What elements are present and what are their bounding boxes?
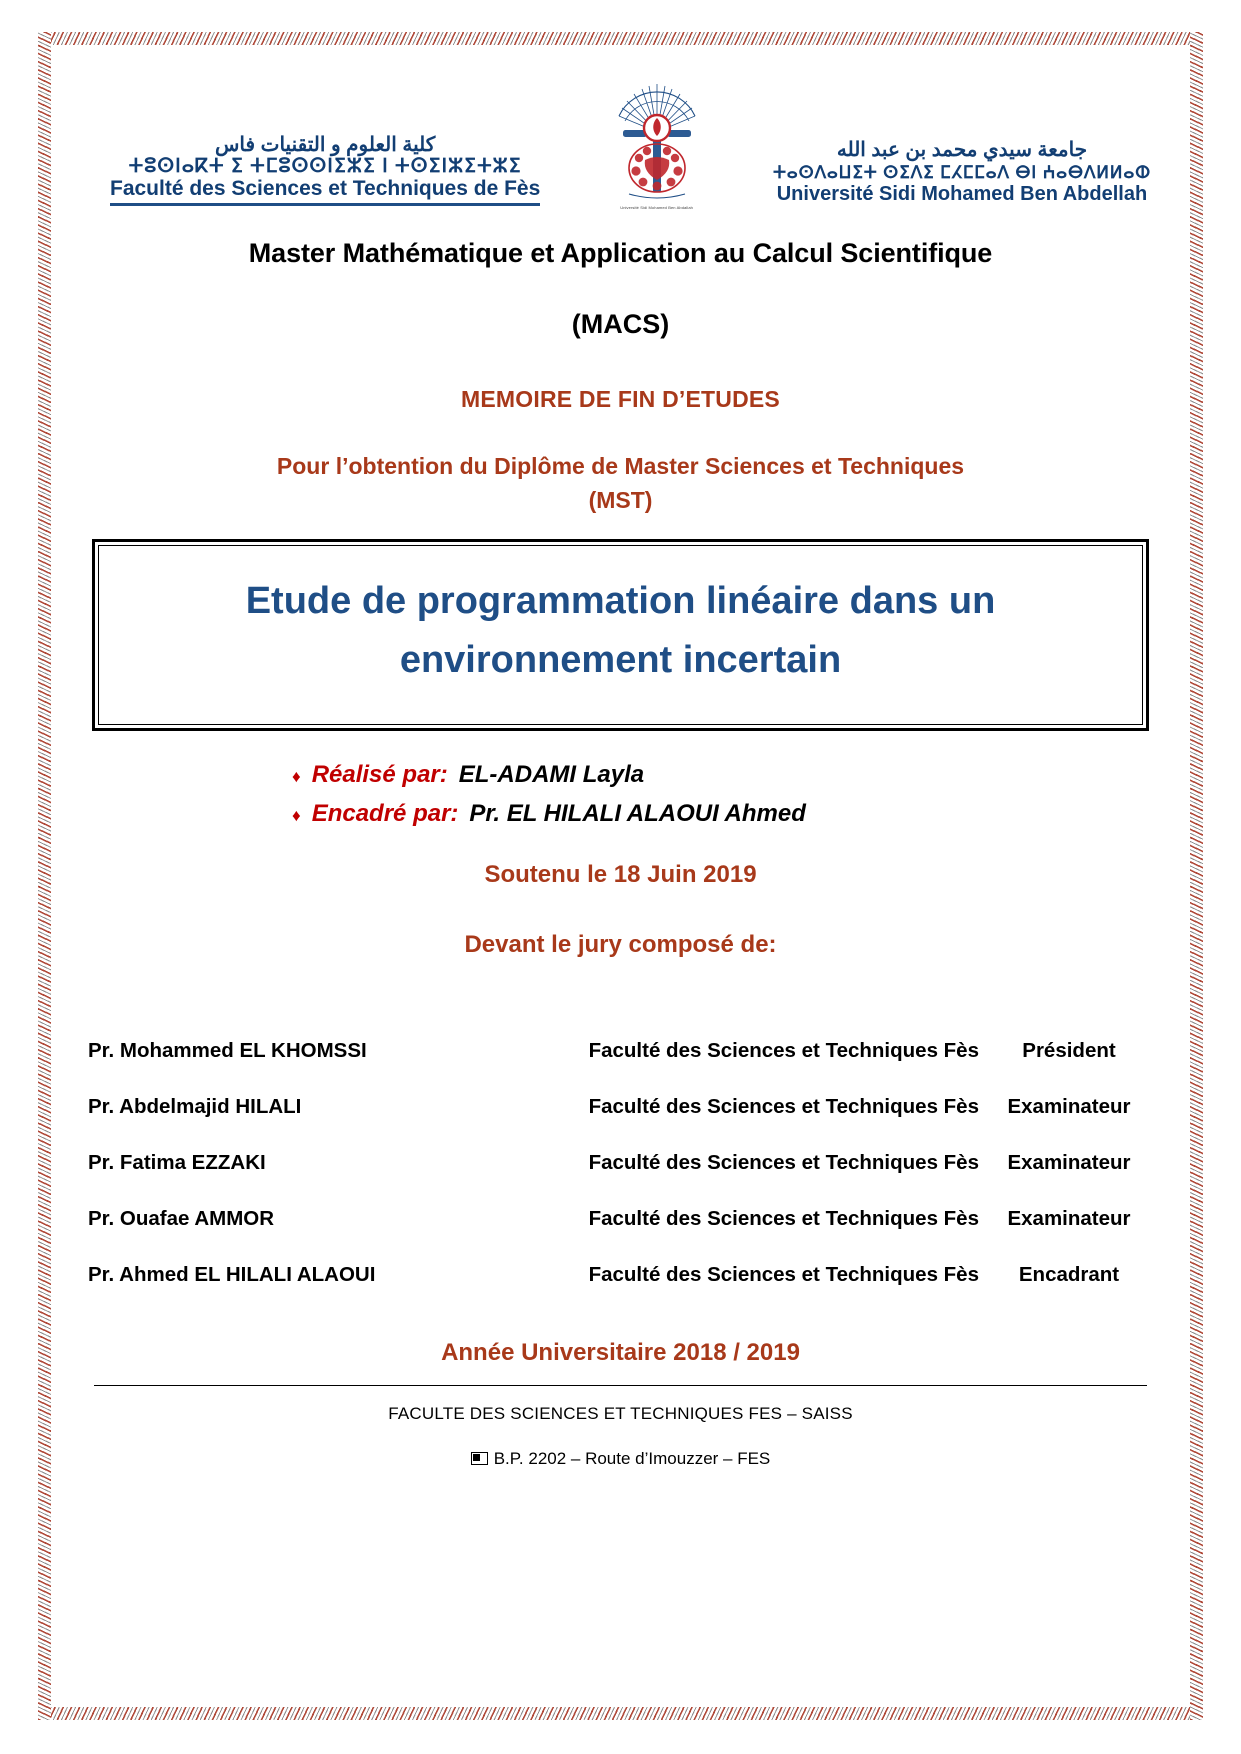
page-border-left bbox=[38, 32, 51, 1720]
jury-member-affiliation: Faculté des Sciences et Techniques Fès bbox=[588, 1206, 979, 1230]
authors-section bbox=[60, 761, 1181, 828]
envelope-icon bbox=[471, 1452, 488, 1465]
jury-table bbox=[60, 1039, 1181, 1287]
table-row bbox=[88, 1207, 1145, 1231]
jury-member-role: Encadrant bbox=[1018, 1262, 1120, 1286]
page-border-right bbox=[1190, 32, 1203, 1720]
supervisor-label: Encadré par: bbox=[311, 799, 459, 827]
table-row bbox=[88, 1151, 1145, 1175]
thesis-title-box bbox=[92, 539, 1149, 731]
header bbox=[60, 52, 1181, 212]
table-row bbox=[88, 1095, 1145, 1119]
jury-member-role: Président bbox=[1022, 1038, 1116, 1062]
jury-member-name: Pr. Mohammed EL KHOMSSI bbox=[88, 1038, 367, 1062]
jury-member-name: Pr. Fatima EZZAKI bbox=[88, 1150, 266, 1174]
jury-member-role: Examinateur bbox=[1007, 1094, 1131, 1118]
university-logo bbox=[773, 140, 1151, 212]
faculty-logo-underline bbox=[110, 203, 540, 206]
degree-acronym: (MST) bbox=[588, 487, 653, 513]
faculty-name-french: Faculté des Sciences et Techniques de Fès bbox=[110, 176, 541, 200]
footer-address-line bbox=[60, 1449, 1181, 1469]
university-name-tifinagh: ⵜⴰⵙⴷⴰⵡⵉⵜ ⵙⵉⴷⵉ ⵎⵃⵎⵎⴰⴷ ⴱⵏ ⵄⴰⴱⴷⵍⵍⴰⵀ bbox=[772, 163, 1151, 183]
table-row bbox=[88, 1263, 1145, 1287]
jury-member-role: Examinateur bbox=[1007, 1206, 1131, 1230]
author-label: Réalisé par: bbox=[311, 760, 448, 788]
jury-member-affiliation: Faculté des Sciences et Techniques Fès bbox=[588, 1038, 979, 1062]
table-row bbox=[88, 1039, 1145, 1063]
thesis-title-box-inner bbox=[98, 545, 1143, 725]
jury-member-affiliation: Faculté des Sciences et Techniques Fès bbox=[588, 1150, 979, 1174]
program-acronym: (MACS) bbox=[571, 309, 670, 339]
jury-member-name: Pr. Abdelmajid HILALI bbox=[88, 1094, 302, 1118]
faculty-name-arabic: كلية العلوم و التقنيات فاس bbox=[214, 134, 436, 157]
page-content bbox=[60, 52, 1181, 1469]
document-type: MEMOIRE DE FIN D’ETUDES bbox=[461, 386, 780, 412]
jury-member-name: Pr. Ouafae AMMOR bbox=[88, 1206, 275, 1230]
emblem-caption: Université Sidi Mohamed Ben Abdallah bbox=[620, 205, 693, 210]
author-row bbox=[292, 761, 1181, 789]
jury-heading: Devant le jury composé de: bbox=[464, 930, 777, 958]
program-title: Master Mathématique et Application au Calcul Scientifique bbox=[248, 238, 993, 268]
university-name-arabic: جامعة سيدي محمد بن عبد الله bbox=[836, 139, 1088, 162]
faculty-logo bbox=[110, 135, 540, 212]
university-name-french: Université Sidi Mohamed Ben Abdellah bbox=[776, 183, 1148, 206]
thesis-title-line-1: Etude de programmation linéaire dans un bbox=[245, 580, 996, 622]
author-name: EL-ADAMI Layla bbox=[458, 760, 645, 788]
jury-member-role: Examinateur bbox=[1007, 1150, 1131, 1174]
thesis-title-line-2: environnement incertain bbox=[399, 638, 842, 681]
degree-purpose: Pour l’obtention du Diplôme de Master Sciences et Techniques bbox=[276, 453, 965, 479]
footer-institution: FACULTE DES SCIENCES ET TECHNIQUES FES – SAISS bbox=[388, 1403, 853, 1423]
supervisor-name: Pr. EL HILALI ALAOUI Ahmed bbox=[469, 799, 806, 827]
jury-member-affiliation: Faculté des Sciences et Techniques Fès bbox=[588, 1262, 979, 1286]
page-border-bottom bbox=[38, 1707, 1203, 1720]
jury-member-name: Pr. Ahmed EL HILALI ALAOUI bbox=[88, 1262, 376, 1286]
faculty-name-tifinagh: ⵜⵓⵙⵏⴰⴽⵜ ⵉ ⵜⵎⵓⵙⵙⵏⵉⵣⵉ ⵏ ⵜⵙⵉⵏⵣⵉⵜⵣⵉ bbox=[128, 156, 522, 178]
footer-divider bbox=[94, 1385, 1147, 1386]
diamond-bullet-icon: ♦ bbox=[292, 766, 301, 786]
supervisor-row bbox=[292, 800, 1181, 828]
footer-address: B.P. 2202 – Route d’Imouzzer – FES bbox=[493, 1448, 771, 1468]
university-emblem-icon bbox=[609, 76, 705, 204]
diamond-bullet-icon: ♦ bbox=[292, 805, 301, 825]
jury-member-affiliation: Faculté des Sciences et Techniques Fès bbox=[588, 1094, 979, 1118]
university-emblem bbox=[607, 76, 707, 212]
page-border-top bbox=[38, 32, 1203, 45]
defense-date: Soutenu le 18 Juin 2019 bbox=[484, 860, 757, 888]
academic-year: Année Universitaire 2018 / 2019 bbox=[441, 1338, 800, 1366]
